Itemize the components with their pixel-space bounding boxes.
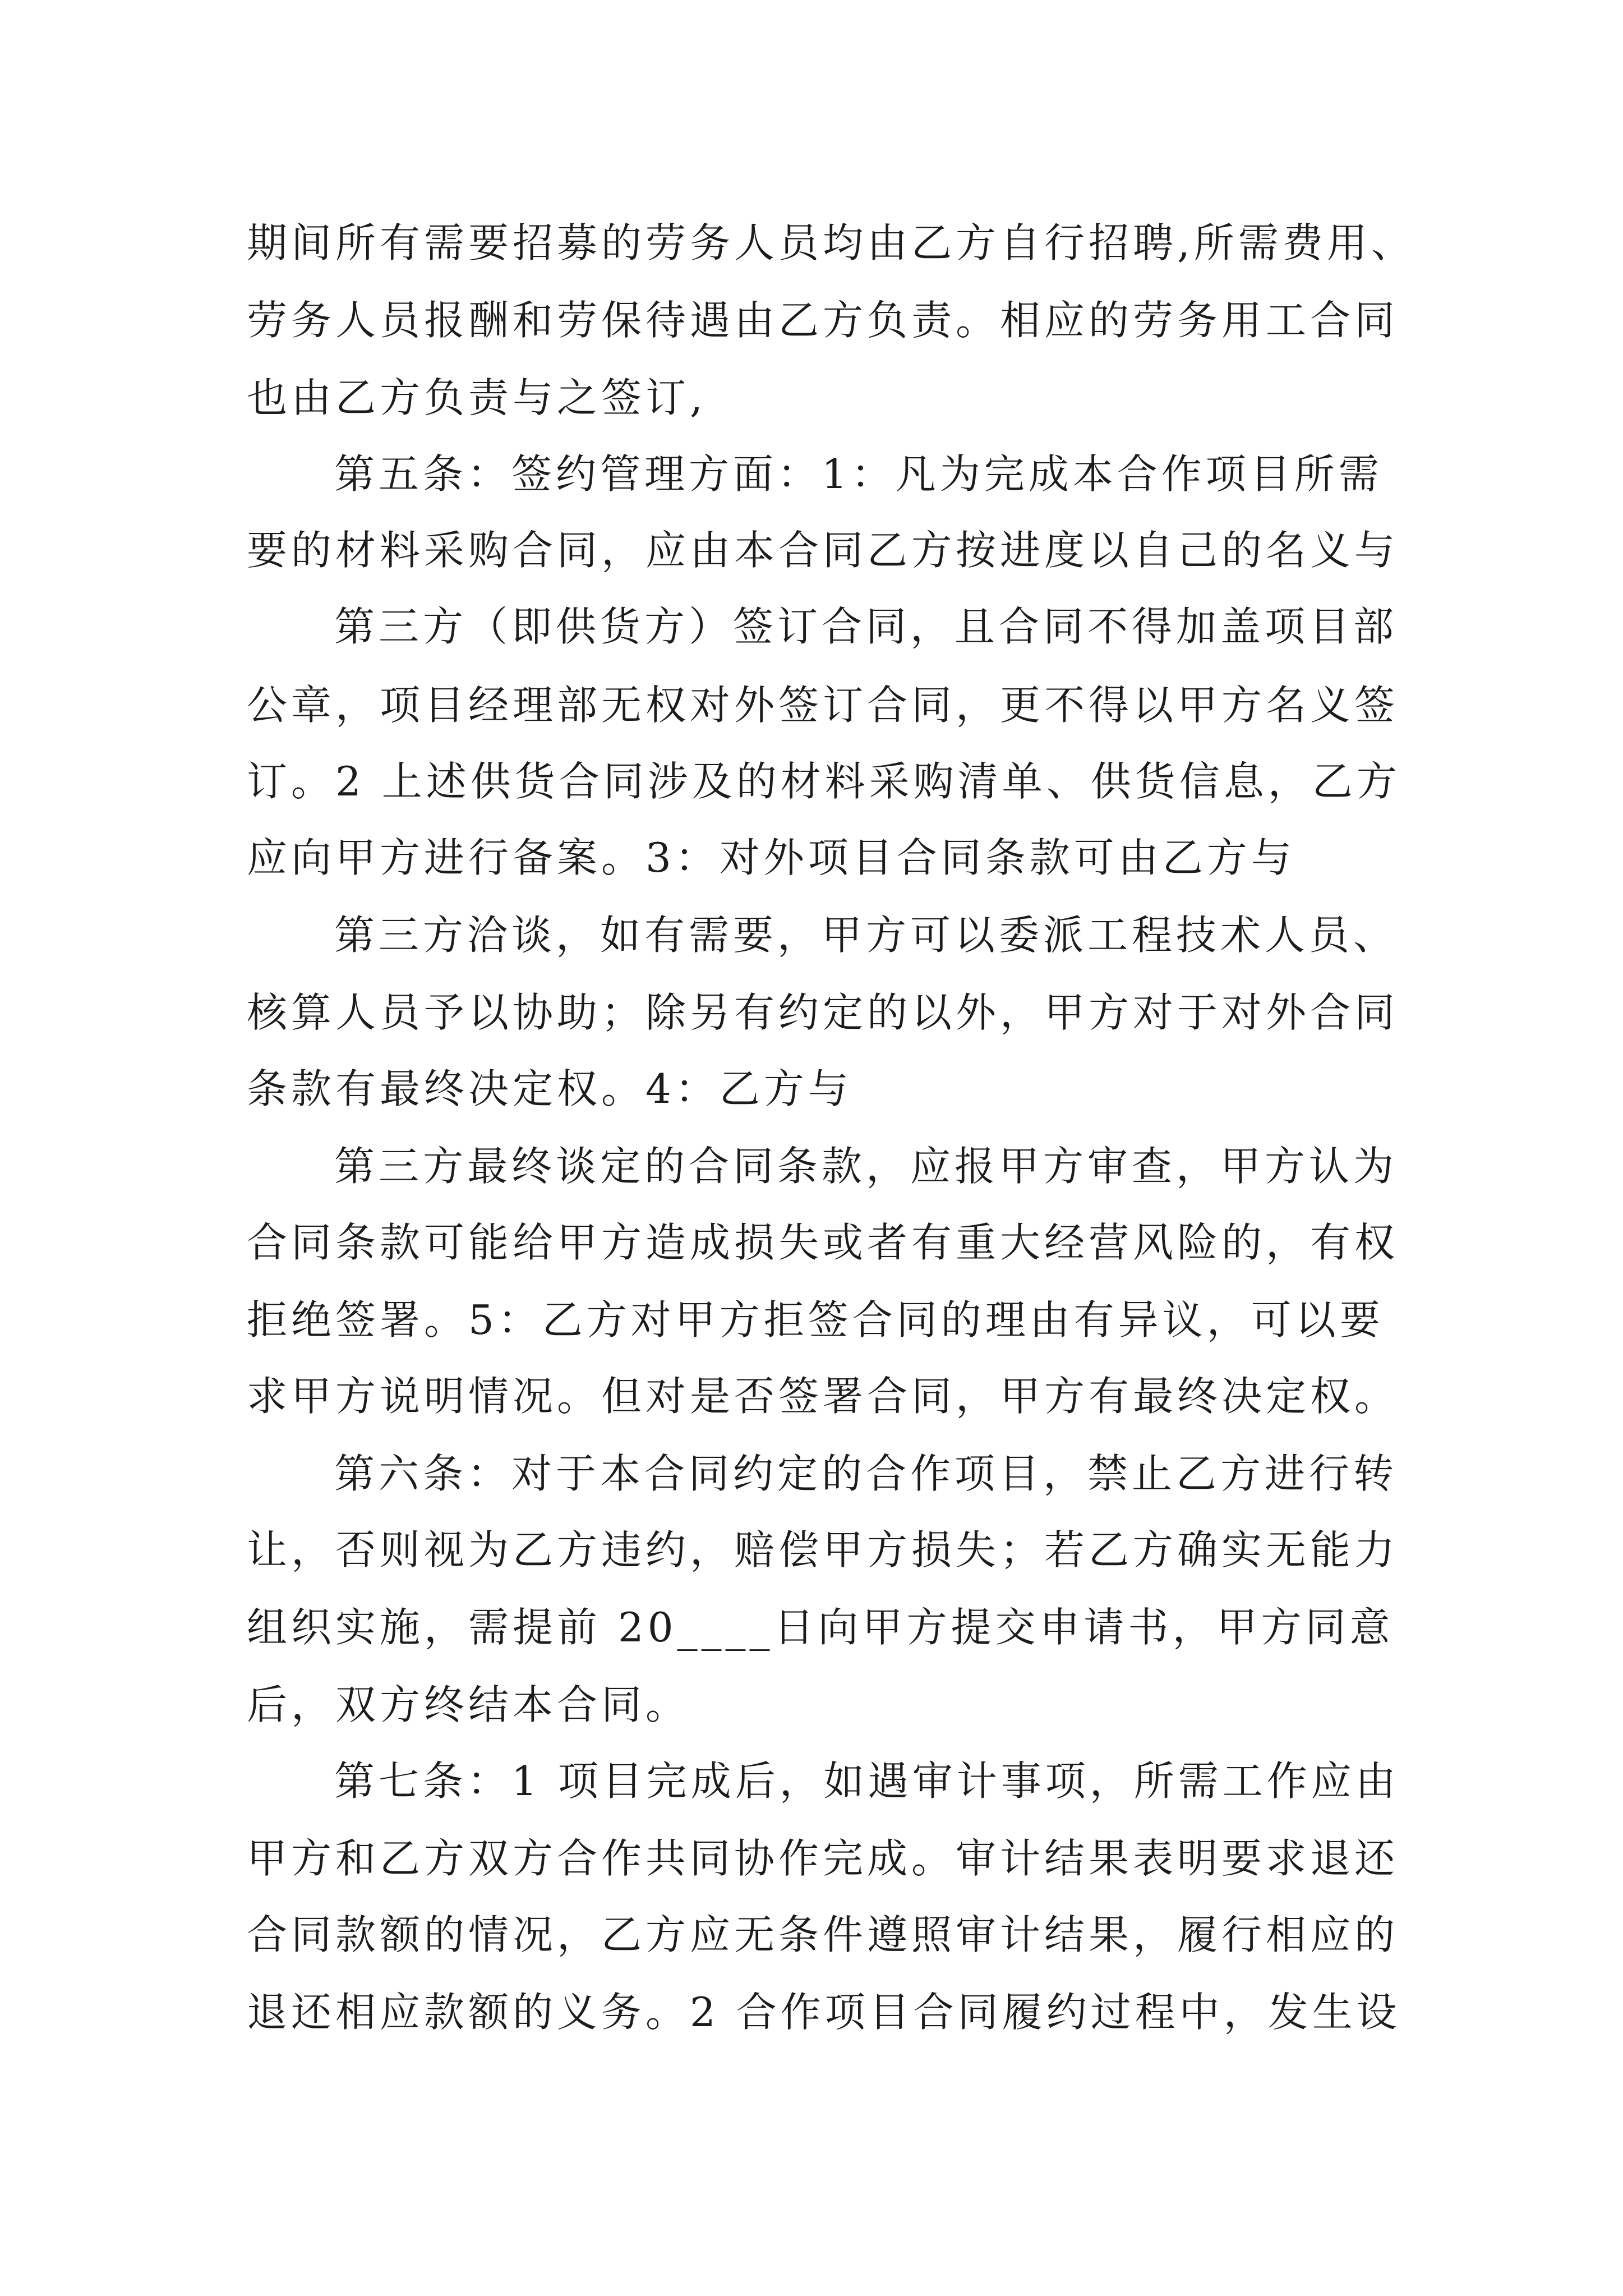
text-line: 组织实施，需提前 20____日向甲方提交申请书，甲方同意	[247, 1604, 1394, 1651]
text-line: 后，双方终结本合同。	[247, 1681, 690, 1728]
text-line: 合同条款可能给甲方造成损失或者有重大经营风险的，有权	[247, 1219, 1399, 1266]
text-line: 让，否则视为乙方违约，赔偿甲方损失；若乙方确实无能力	[247, 1526, 1399, 1573]
text-line: 公章，项目经理部无权对外签订合同，更不得以甲方名义签	[247, 682, 1399, 729]
text-line: 第六条：对于本合同约定的合作项目，禁止乙方进行转	[334, 1450, 1398, 1497]
text-line: 第三方最终谈定的合同条款，应报甲方审查，甲方认为	[334, 1143, 1398, 1190]
text-line: 应向甲方进行备案。3：对外项目合同条款可由乙方与	[247, 834, 1295, 881]
text-line: 退还相应款额的义务。2 合作项目合同履约过程中，发生设	[247, 1989, 1401, 2036]
text-line: 拒绝签署。5：乙方对甲方拒签合同的理由有异议，可以要	[247, 1296, 1384, 1343]
text-line: 第七条：1 项目完成后，如遇审计事项，所需工作应由	[334, 1757, 1400, 1805]
text-line: 要的材料采购合同，应由本合同乙方按进度以自己的名义与	[247, 527, 1399, 574]
text-line: 求甲方说明情况。但对是否签署合同，甲方有最终决定权。	[247, 1373, 1399, 1420]
text-line: 订。2 上述供货合同涉及的材料采购清单、供货信息，乙方	[247, 758, 1401, 805]
text-line: 第五条：签约管理方面：1：凡为完成本合作项目所需	[334, 450, 1383, 498]
text-line: 期间所有需要招募的劳务人员均由乙方自行招聘,所需费用、	[247, 219, 1415, 266]
text-line: 甲方和乙方双方合作共同协作完成。审计结果表明要求退还	[247, 1835, 1399, 1882]
text-line: 合同款额的情况，乙方应无条件遵照审计结果，履行相应的	[247, 1911, 1399, 1958]
text-line: 核算人员予以协助；除另有约定的以外，甲方对于对外合同	[247, 989, 1399, 1036]
text-line: 也由乙方负责与之签订,	[247, 374, 707, 421]
text-line: 第三方洽谈，如有需要，甲方可以委派工程技术人员、	[334, 912, 1398, 959]
text-line: 劳务人员报酬和劳保待遇由乙方负责。相应的劳务用工合同	[247, 297, 1399, 344]
text-line: 第三方（即供货方）签订合同，且合同不得加盖项目部	[334, 603, 1398, 650]
text-line: 条款有最终决定权。4：乙方与	[247, 1065, 852, 1112]
